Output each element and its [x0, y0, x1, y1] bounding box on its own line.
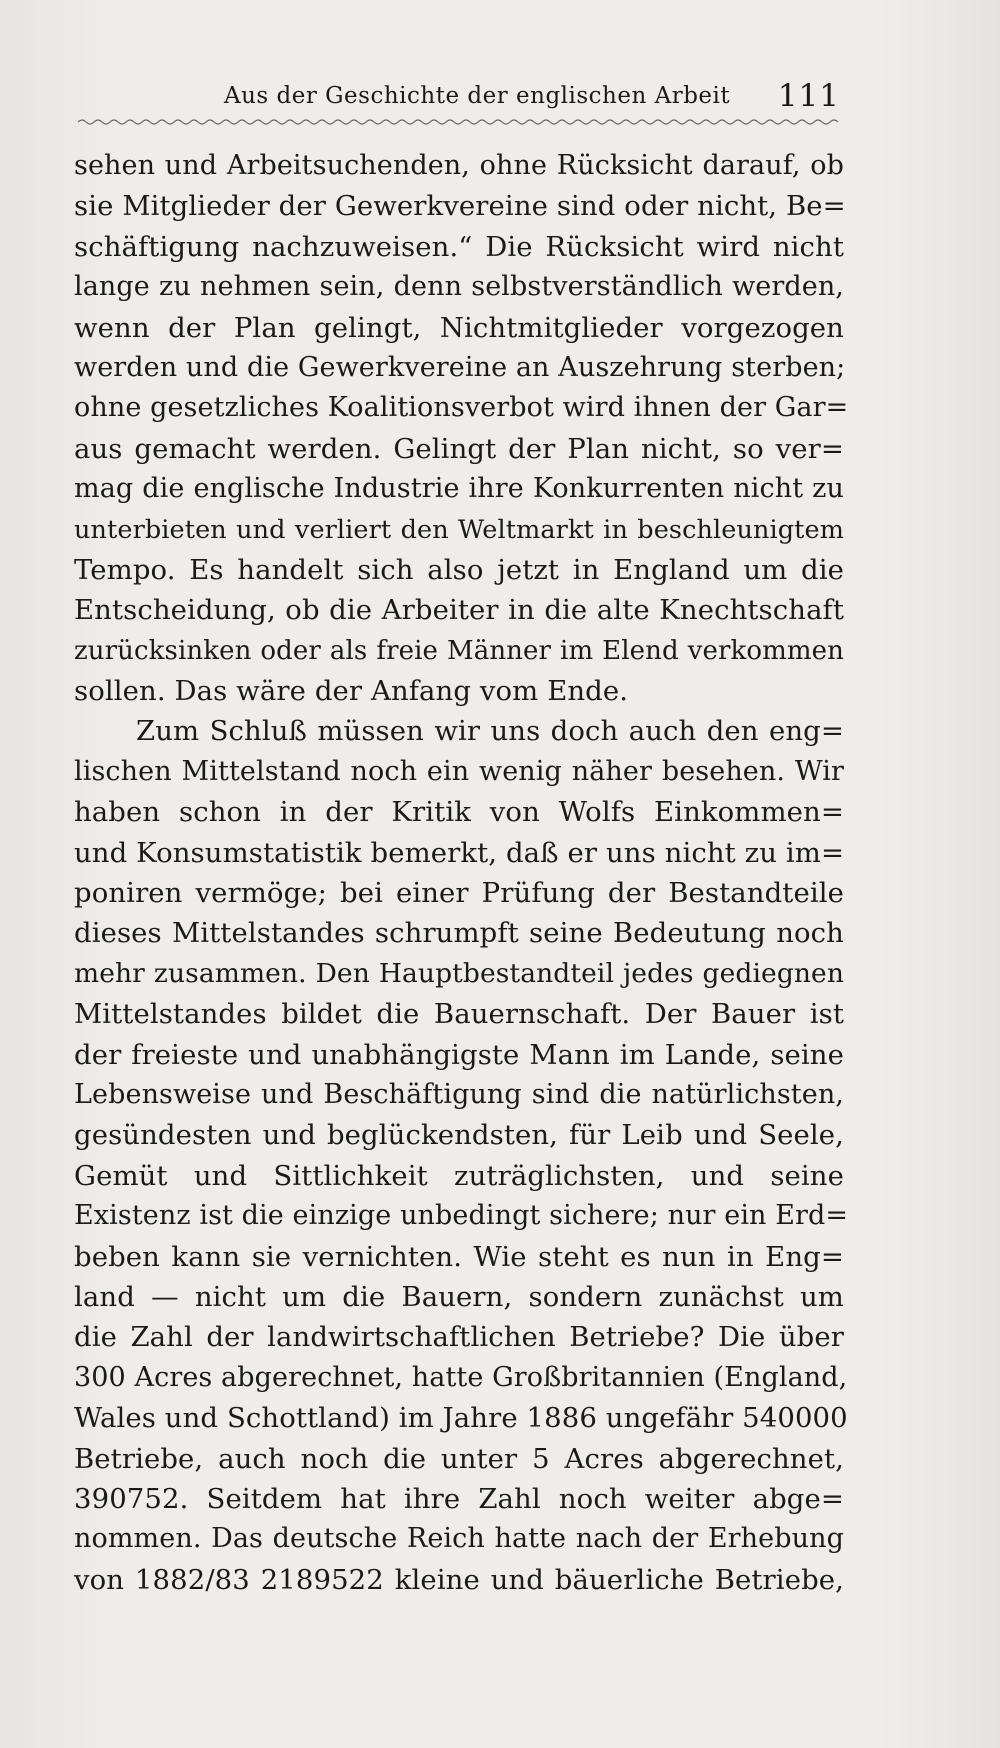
text-line: Gemüt und Sittlichkeit zuträglichsten, und seine: [74, 1159, 844, 1192]
text-line: werden und die Gewerkvereine an Auszehrung sterben;: [74, 351, 846, 383]
text-line: 390752. Seitdem hat ihre Zahl noch weiter abge=: [74, 1482, 844, 1515]
text-line: nommen. Das deutsche Reich hatte nach der Erhebung: [74, 1523, 844, 1555]
text-line: Tempo. Es handelt sich also jetzt in England um die: [74, 553, 844, 586]
wavy-rule: [78, 116, 842, 128]
text-line: und Konsumstatistik bemerkt, daß er uns nicht zu im=: [74, 836, 845, 869]
text-line: Betriebe, auch noch die unter 5 Acres abgerechnet,: [74, 1442, 844, 1475]
text-line: aus gemacht werden. Gelingt der Plan nicht, so ver=: [74, 432, 844, 465]
text-line: Wales und Schottland) im Jahre 1886 ungefähr 540000: [74, 1402, 848, 1435]
text-line: sollen. Das wäre der Anfang vom Ende.: [74, 675, 629, 708]
text-line: land — nicht um die Bauern, sondern zunächst um: [74, 1280, 844, 1313]
page-number: 111: [777, 78, 840, 114]
text-line: poniren vermöge; bei einer Prüfung der Bestandteile: [74, 877, 844, 910]
text-line: von 1882/83 2189522 kleine und bäuerliche Betriebe,: [74, 1563, 844, 1596]
text-line: schäftigung nachzuweisen.“ Die Rücksicht wird nicht: [74, 230, 844, 263]
paragraph-first-line: Zum Schluß müssen wir uns doch auch den eng=: [136, 715, 844, 748]
running-head: [72, 80, 842, 120]
text-line: 300 Acres abgerechnet, hatte Großbritannien (England,: [74, 1361, 848, 1393]
text-line: die Zahl der landwirtschaftlichen Betriebe? Die über: [74, 1321, 844, 1354]
text-line: mehr zusammen. Den Hauptbestandteil jedes gediegnen: [74, 957, 844, 989]
text-line: mag die englische Industrie ihre Konkurrenten nicht zu: [74, 473, 844, 505]
text-line: unterbieten und verliert den Weltmarkt in beschleunigtem: [74, 514, 844, 545]
text-line: zurücksinken oder als freie Männer im Elend verkommen: [74, 635, 844, 666]
text-line: gesündesten und beglückendsten, für Leib und Seele,: [74, 1119, 844, 1152]
text-line: Lebensweise und Beschäftigung sind die natürlichsten,: [74, 1078, 844, 1110]
text-line: wenn der Plan gelingt, Nichtmitglieder vorgezogen: [74, 311, 844, 344]
text-line: dieses Mittelstandes schrumpft seine Bedeutung noch: [74, 917, 844, 950]
text-line: Entscheidung, ob die Arbeiter in die alte Knechtschaft: [74, 594, 844, 627]
text-line: Mittelstandes bildet die Bauernschaft. Der Bauer ist: [74, 998, 844, 1031]
text-line: der freieste und unabhängigste Mann im Lande, seine: [74, 1038, 844, 1071]
text-line: lange zu nehmen sein, denn selbstverständlich werden,: [74, 271, 844, 303]
running-head-title: Aus der Geschichte der englischen Arbeit: [224, 83, 731, 109]
text-line: sehen und Arbeitsuchenden, ohne Rücksicht darauf, ob: [74, 150, 844, 181]
text-line: haben schon in der Kritik von Wolfs Einkommen=: [74, 796, 844, 829]
text-line: ohne gesetzliches Koalitionsverbot wird ihnen der Gar=: [74, 392, 849, 424]
body-text: [74, 146, 849, 1600]
text-line: sie Mitglieder der Gewerkvereine sind oder nicht, Be=: [74, 190, 846, 223]
text-line: beben kann sie vernichten. Wie steht es nun in Eng=: [74, 1240, 844, 1273]
text-line: lischen Mittelstand noch ein wenig näher besehen. Wir: [74, 755, 844, 787]
text-line: Existenz ist die einzige unbedingt sichere; nur ein Erd=: [74, 1200, 849, 1232]
